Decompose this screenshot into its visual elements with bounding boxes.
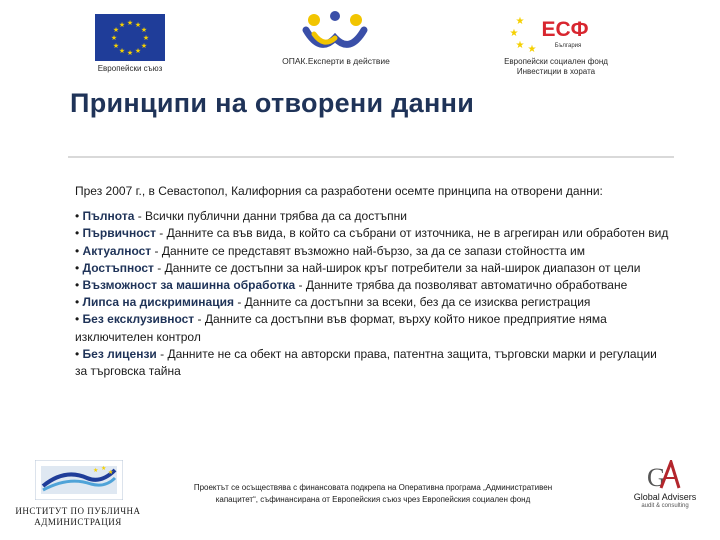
principle-description: - Всички публични данни трябва да са достъпни <box>134 209 408 224</box>
esf-logo <box>510 10 600 54</box>
principle-term: Без ексклузивност <box>82 312 195 327</box>
principle-item <box>75 346 670 380</box>
svg-text:★: ★ <box>118 21 126 29</box>
principle-item <box>75 260 670 277</box>
principle-term: Актуалност <box>82 243 152 258</box>
principle-description: - Данните трябва да позволяват автоматично обработване <box>295 278 628 293</box>
svg-text:★: ★ <box>118 47 126 55</box>
ipa-caption-line2: АДМИНИСТРАЦИЯ <box>34 517 122 527</box>
principle-description: - Данните са достъпни във формат, върху който никое предприятие няма изключителен контрол <box>75 312 607 344</box>
ga-subcaption: audit & consulting <box>641 503 689 509</box>
principle-term: Пълнота <box>82 209 135 224</box>
title-divider <box>68 156 674 158</box>
svg-text:★: ★ <box>140 26 148 34</box>
principle-term: Достъпност <box>82 260 154 275</box>
bullet: • <box>75 243 83 258</box>
principle-item <box>75 311 670 345</box>
bullet: • <box>75 295 83 310</box>
svg-text:★: ★ <box>126 19 134 27</box>
svg-text:★: ★ <box>134 21 142 29</box>
principle-item <box>75 225 670 242</box>
ipa-logo <box>35 460 123 500</box>
svg-text:★: ★ <box>108 469 114 476</box>
principle-term: Липса на дискриминация <box>82 295 234 310</box>
bullet: • <box>75 260 83 275</box>
svg-text:★: ★ <box>142 34 150 42</box>
svg-text:★: ★ <box>515 40 525 51</box>
opak-caption: ОПАК.Експерти в действие <box>282 56 390 66</box>
svg-text:★: ★ <box>527 44 537 54</box>
principle-term: Без лицензи <box>82 346 157 361</box>
principle-term: Първичност <box>82 226 156 241</box>
principle-item <box>75 208 670 225</box>
esf-logo-sub: България <box>554 43 582 49</box>
esf-caption-line1: Европейски социален фонд <box>504 57 608 66</box>
svg-text:★: ★ <box>134 47 142 55</box>
opak-logo <box>300 10 370 56</box>
global-advisers-logo <box>643 460 683 490</box>
principle-description: - Данните се достъпни за най-широк кръг потребители за най-широк диапазон от цели <box>153 260 641 275</box>
bullet: • <box>75 346 83 361</box>
svg-text:★: ★ <box>110 34 118 42</box>
svg-text:★: ★ <box>101 465 107 472</box>
svg-text:★: ★ <box>515 16 525 27</box>
content-body <box>75 183 670 380</box>
svg-text:★: ★ <box>126 49 134 57</box>
eu-caption: Европейски съюз <box>97 64 163 73</box>
bullet: • <box>75 278 83 293</box>
svg-text:★: ★ <box>112 26 120 34</box>
svg-text:G: G <box>647 463 666 490</box>
principle-description: - Данните не са обект на авторски права, патентна защита, търговски марки и регулации за търговска тайна <box>75 346 657 379</box>
principle-item <box>75 294 670 311</box>
principles-list <box>75 208 670 380</box>
bullet: • <box>75 226 83 241</box>
principle-description: - Данните са във вида, в който са събрани от източника, не в агрегиран или обработен вид <box>155 226 669 241</box>
page-title: Принципи на отворени данни <box>70 88 475 118</box>
principle-description: - Данните се представят възможно най-бързо, за да се запази стойността им <box>151 243 585 258</box>
principle-term: Възможност за машинна обработка <box>82 278 296 293</box>
eu-flag-logo <box>95 14 165 61</box>
svg-text:★: ★ <box>510 28 519 39</box>
svg-text:★: ★ <box>112 42 120 50</box>
esf-caption-line2: Инвестиции в хората <box>516 67 596 76</box>
esf-logo-text: ЕСФ <box>541 18 589 41</box>
principle-item <box>75 277 670 294</box>
svg-text:★: ★ <box>93 467 99 474</box>
bullet: • <box>75 312 83 327</box>
bullet: • <box>75 209 83 224</box>
ipa-caption-line1: ИНСТИТУТ ПО ПУБЛИЧНА <box>15 506 141 516</box>
funding-note-line1: Проектът се осъществява с финансовата подкрепа на Оперативна програма „Административен <box>193 483 553 492</box>
funding-note-line2: капацитет“, съфинансирана от Европейския съюз чрез Европейския социален фонд <box>215 495 531 504</box>
svg-text:★: ★ <box>140 42 148 50</box>
intro-text: През 2007 г., в Севастопол, Калифорния са разработени осемте принципа на отворени данни: <box>75 184 603 198</box>
principle-item <box>75 243 670 260</box>
principle-description: - Данните са достъпни за всеки, без да се изисква регистрация <box>234 295 591 310</box>
ga-caption: Global Advisers <box>633 492 697 502</box>
